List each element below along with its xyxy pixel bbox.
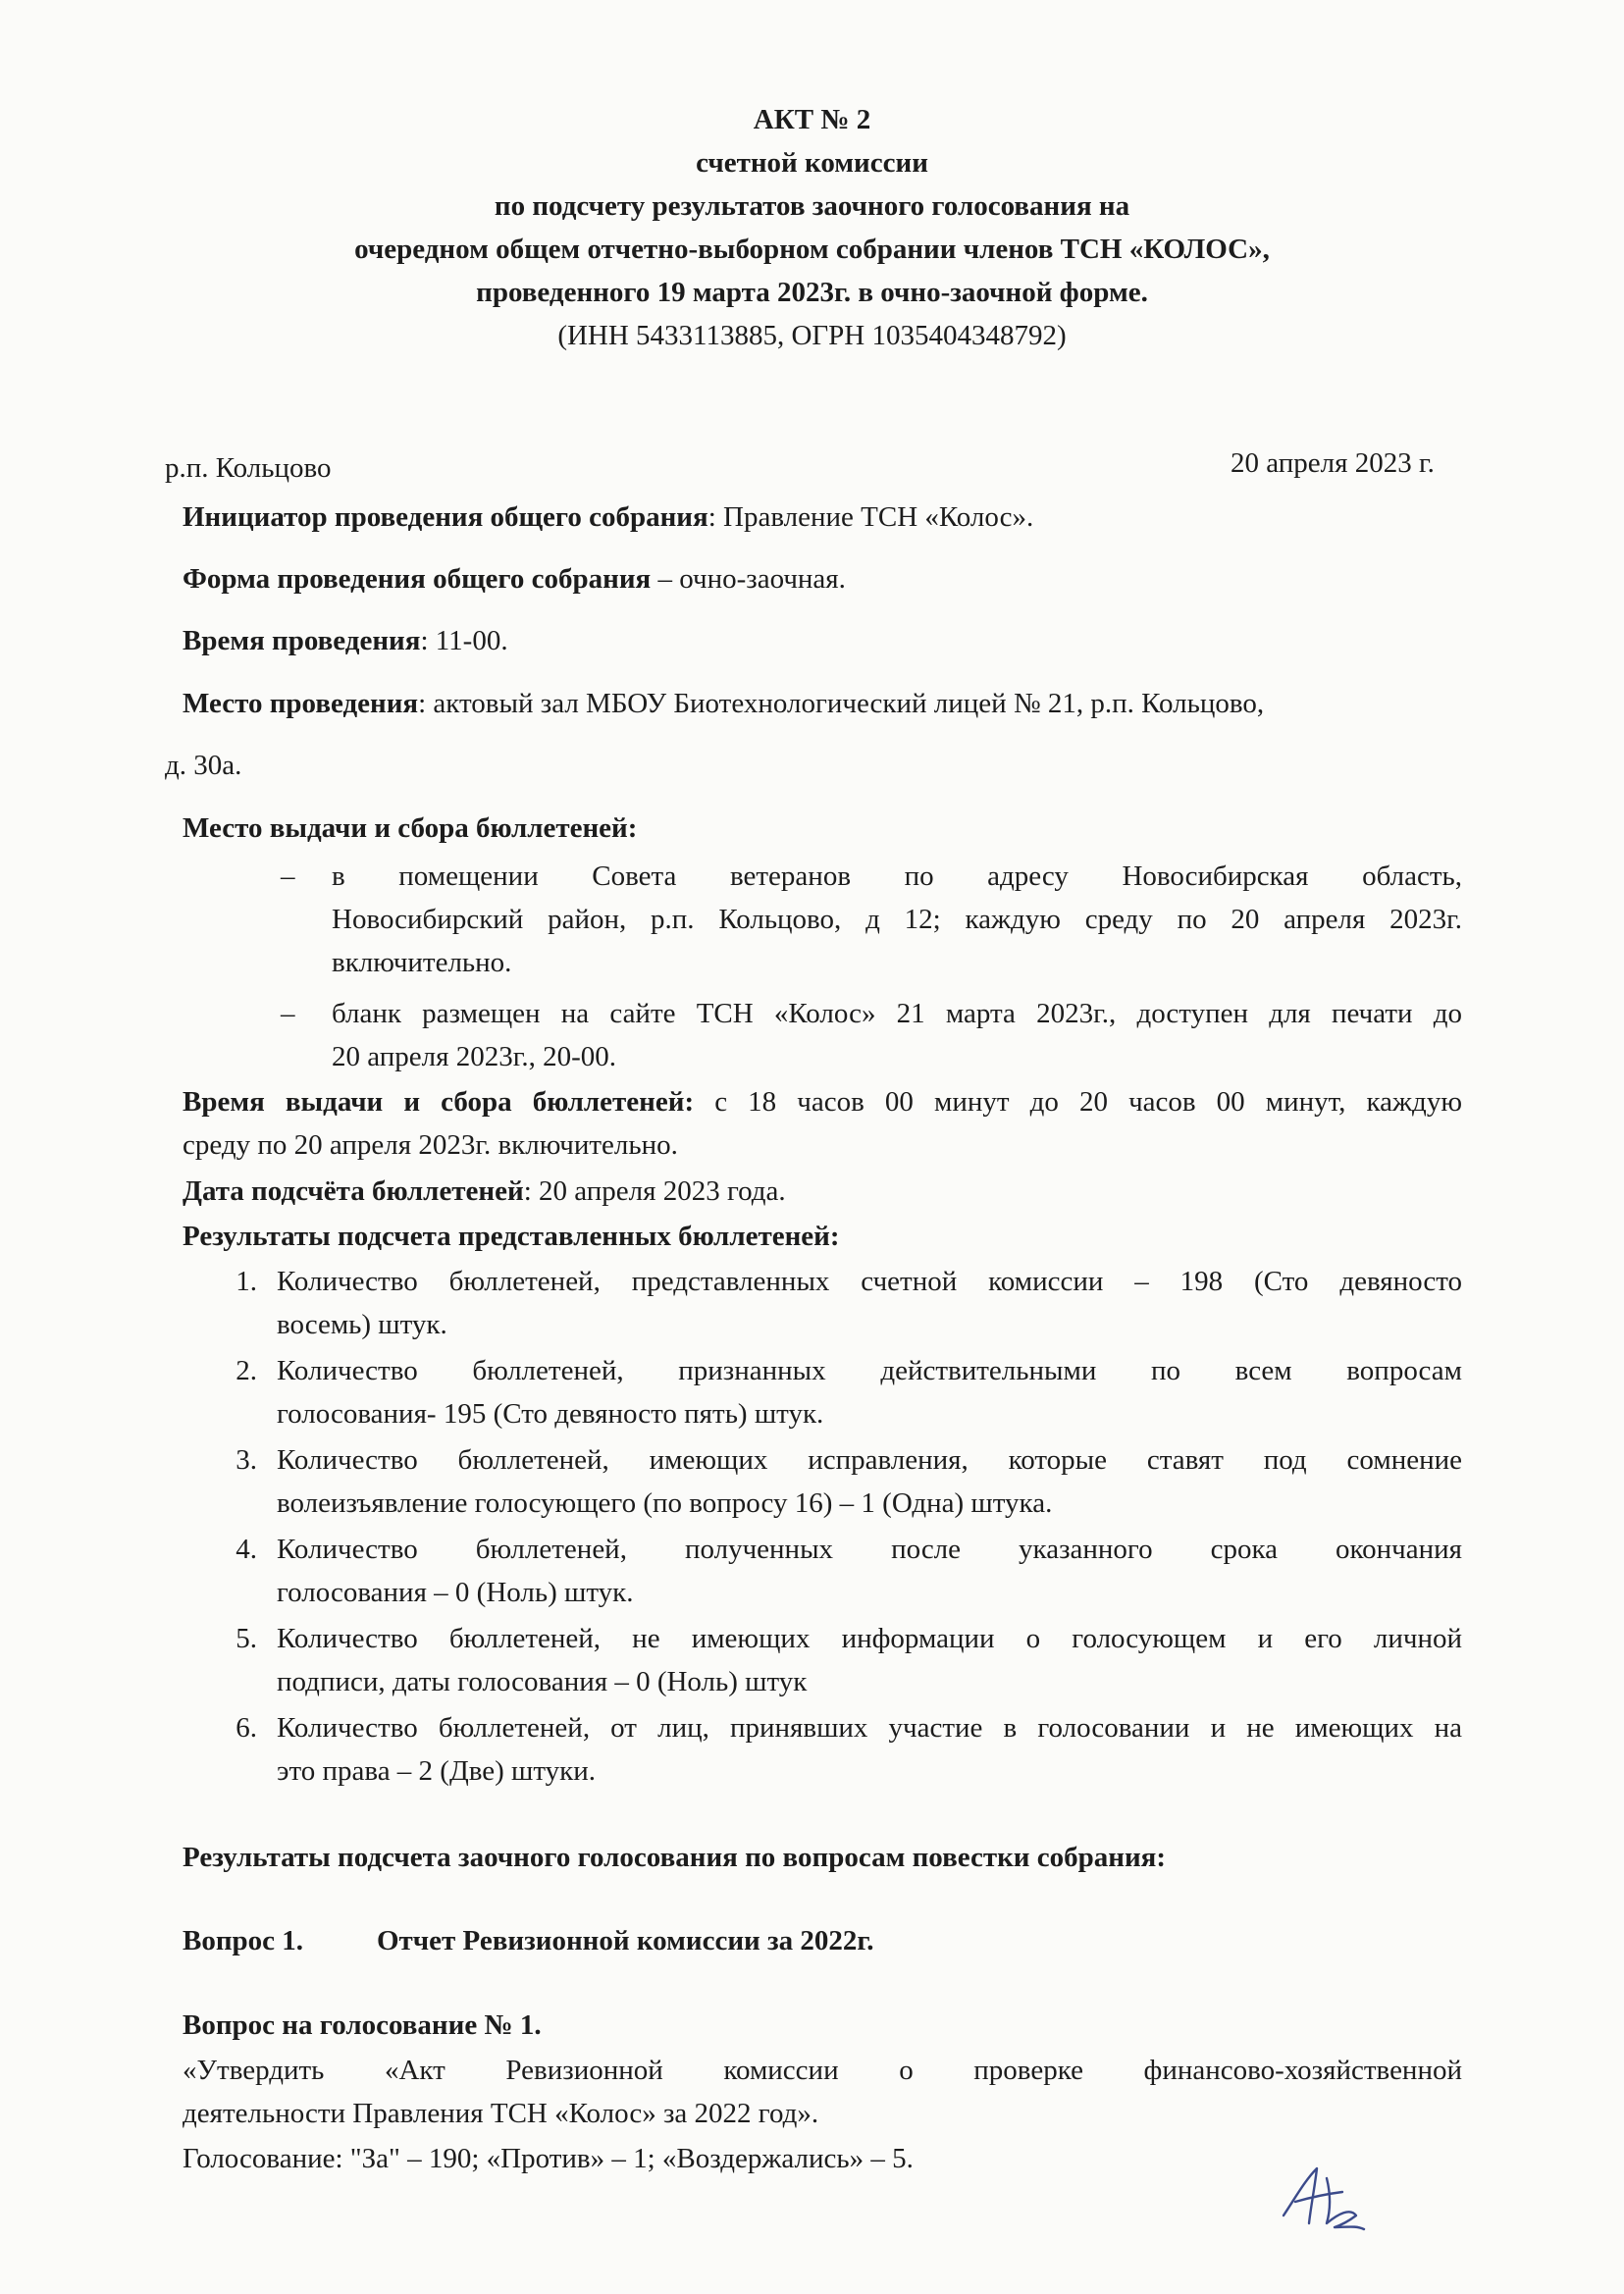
initiator-line: [183, 495, 1033, 539]
results-label: Результаты подсчета представленных бюллетеней:: [183, 1221, 840, 1252]
signature: [1266, 2159, 1374, 2237]
form-line: [183, 557, 846, 600]
results-item-line: Количество бюллетеней, не имеющих информации о голосующем и его личной: [277, 1623, 1462, 1654]
issue-time-value: с 18 часов 00 минут до 20 часов 00 минут, каждую: [694, 1086, 1462, 1118]
act-meeting: очередном общем отчетно-выборном собрании членов ТСН «КОЛОС»,: [354, 234, 1270, 265]
act-subtitle: счетной комиссии: [696, 147, 928, 179]
form-label: Форма проведения общего собрания: [183, 563, 652, 595]
count-date-label: Дата подсчёта бюллетеней: [183, 1175, 524, 1207]
question-1-label: Вопрос 1.: [183, 1925, 304, 1956]
results-item-number: 2.: [236, 1355, 257, 1386]
list-dash: –: [281, 998, 295, 1029]
results-item-number: 5.: [236, 1623, 257, 1654]
issue-time-label: Время выдачи и сбора бюллетеней:: [183, 1086, 695, 1118]
list-dash: –: [281, 860, 295, 892]
issue-place-item1-line1: в помещении Совета ветеранов по адресу Новосибирская область,: [332, 860, 1462, 892]
venue-value: : актовый зал МБОУ Биотехнологический лицей № 21, р.п. Кольцово,: [418, 688, 1265, 719]
question-1-result: Голосование: "За" – 190; «Против» – 1; «Воздержались» – 5.: [183, 2143, 914, 2174]
results-item-line: голосования – 0 (Ноль) штук.: [277, 1577, 634, 1608]
results-item-line: Количество бюллетеней, представленных счетной комиссии – 198 (Сто девяносто: [277, 1266, 1462, 1297]
initiator-value: : Правление ТСН «Колос».: [707, 501, 1034, 533]
issue-place-item1-line3: включительно.: [332, 947, 512, 978]
time-value: : 11-00.: [420, 625, 508, 656]
question-1-vote-label: Вопрос на голосование № 1.: [183, 2009, 542, 2041]
results-item-line: подписи, даты голосования – 0 (Ноль) штук: [277, 1666, 808, 1697]
count-date-value: : 20 апреля 2023 года.: [523, 1175, 786, 1207]
results-item-line: Количество бюллетеней, от лиц, принявших участие в голосовании и не имеющих на: [277, 1712, 1462, 1744]
venue-label: Место проведения: [183, 688, 419, 719]
results-item-number: 4.: [236, 1534, 257, 1565]
issue-place-item1-line2: Новосибирский район, р.п. Кольцово, д 12; каждую среду по 20 апреля 2023г.: [332, 904, 1462, 935]
issue-time-line1: [183, 1080, 1462, 1123]
results-item-number: 3.: [236, 1444, 257, 1476]
question-1-text-line1: «Утвердить «Акт Ревизионной комиссии о проверке финансово-хозяйственной: [183, 2055, 1462, 2086]
issue-place-label: Место выдачи и сбора бюллетеней:: [183, 812, 638, 844]
results-item-line: Количество бюллетеней, признанных действительными по всем вопросам: [277, 1355, 1462, 1386]
act-purpose: по подсчету результатов заочного голосования на: [494, 190, 1130, 222]
count-date-line: [183, 1170, 786, 1213]
time-label: Время проведения: [183, 625, 421, 656]
issue-place-item2-line2: 20 апреля 2023г., 20-00.: [332, 1041, 616, 1072]
results-item-number: 1.: [236, 1266, 257, 1297]
document-date: 20 апреля 2023 г.: [1231, 447, 1435, 479]
act-title: АКТ № 2: [753, 104, 871, 135]
results-item-line: восемь) штук.: [277, 1309, 447, 1340]
results-item-line: волеизъявление голосующего (по вопросу 16) – 1 (Одна) штука.: [277, 1487, 1053, 1519]
act-date-form: проведенного 19 марта 2023г. в очно-заочной форме.: [476, 277, 1148, 308]
form-value: – очно-заочная.: [651, 563, 846, 595]
initiator-label: Инициатор проведения общего собрания: [183, 501, 708, 533]
question-1-text-line2: деятельности Правления ТСН «Колос» за 2022 год».: [183, 2098, 819, 2129]
venue-line-2: д. 30а.: [165, 750, 242, 781]
results-item-line: Количество бюллетеней, полученных после указанного срока окончания: [277, 1534, 1462, 1565]
results-item-line: это права – 2 (Две) штуки.: [277, 1755, 597, 1787]
results-item-number: 6.: [236, 1712, 257, 1744]
question-1-title: Отчет Ревизионной комиссии за 2022г.: [377, 1925, 874, 1956]
time-line: [183, 619, 508, 662]
results-item-line: голосования- 195 (Сто девяносто пять) штук.: [277, 1398, 824, 1430]
issue-place-item2-line1: бланк размещен на сайте ТСН «Колос» 21 марта 2023г., доступен для печати до: [332, 998, 1462, 1029]
venue-line: [183, 682, 1264, 725]
results-item-line: Количество бюллетеней, имеющих исправления, которые ставят под сомнение: [277, 1444, 1462, 1476]
act-registration: (ИНН 5433113885, ОГРН 1035404348792): [557, 320, 1067, 351]
agenda-results-title: Результаты подсчета заочного голосования по вопросам повестки собрания:: [183, 1842, 1167, 1873]
document-header: [0, 98, 1624, 357]
document-place: р.п. Кольцово: [165, 452, 332, 484]
issue-time-line2: среду по 20 апреля 2023г. включительно.: [183, 1129, 678, 1161]
